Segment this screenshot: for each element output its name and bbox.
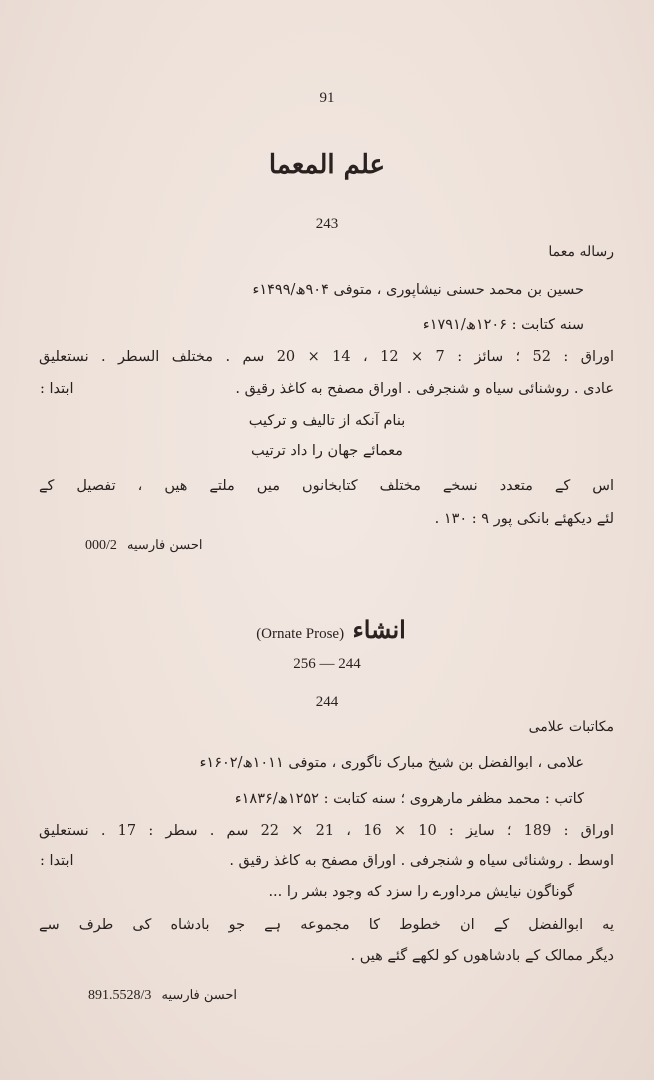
reference-call-number (88, 988, 237, 1004)
note-line-1: یه ابوالفضل کے ان خطوط کا مجموعه ہے جو بادشاه کی طرف سے (39, 917, 614, 933)
opening-label: ابتدا : (40, 853, 74, 869)
entry-description-line1: اوراق : 189 ؛ سایز : 10 × 16 ، 21 × 22 سم . سطر : 17 . نستعلیق (39, 823, 614, 839)
entry-scribe: کاتب : محمد مظفر مارهروی ؛ سنه کتابت : ۱۲۵۲ھ/۱۸۳۶ء (234, 791, 584, 807)
section-heading-ornate-prose (0, 615, 654, 644)
page-number: 91 (319, 90, 335, 106)
entry-range: 256 — 244 (293, 656, 361, 672)
entry-title: رساله معما (548, 244, 614, 260)
note-line-2: لئے دیکھئے بانکی پور ۹ : ۱۳۰ . (434, 511, 614, 527)
entry-description-line2: اوسط . روشنائی سیاه و شنجرفی . اوراق مصفح به کاغذ رقیق . (229, 853, 614, 869)
opening-text: گوناگون نیایش مرداورے را سزد که وجود بشر را ... (268, 884, 574, 900)
verse-line-1: بنام آنکه از تالیف و ترکیب (248, 413, 406, 429)
reference-code: 000/2 (85, 538, 117, 553)
entry-description-line2: عادی . روشنائی سیاه و شنجرفی . اوراق مصفح به کاغذ رقیق . (235, 381, 614, 397)
entry-description-line1: اوراق : 52 ؛ سائز : 7 × 12 ، 14 × 20 سم . مختلف السطر . نستعلیق (39, 349, 615, 365)
reference-label: احسن فارسیه (161, 988, 238, 1003)
verse-line-2: معمائے جهان را داد ترتیب (251, 443, 403, 459)
entry-author: علامی ، ابوالفضل بن شیخ مبارک ناگوری ، متوفی ۱۰۱۱ھ/۱۶۰۲ء (199, 755, 584, 771)
section-heading-latin: (Ornate Prose) (256, 626, 345, 642)
opening-label: ابتدا : (40, 381, 74, 397)
entry-number-243: 243 (315, 216, 339, 232)
entry-author: حسین بن محمد حسنی نیشاپوری ، متوفی ۹۰۴ھ/۱۴۹۹ء (252, 282, 584, 298)
reference-label: احسن فارسیه (127, 538, 203, 553)
reference-code: 891.5528/3 (88, 988, 152, 1003)
note-line-1: اس کے متعدد نسخے مختلف کتابخانوں میں ملتے هیں ، تفصیل کے (39, 478, 614, 494)
reference-call-number (85, 538, 203, 554)
note-line-2: دیگر ممالک کے بادشاهوں کو لکھے گئے هیں . (350, 948, 614, 964)
section-heading-cryptography: علم المعما (268, 150, 386, 180)
entry-title: مکاتبات علامی (528, 719, 614, 735)
entry-number-244: 244 (315, 694, 339, 710)
entry-date: سنه کتابت : ۱۲۰۶ھ/۱۷۹۱ء (422, 317, 584, 333)
section-heading-urdu: انشاء (352, 615, 406, 644)
